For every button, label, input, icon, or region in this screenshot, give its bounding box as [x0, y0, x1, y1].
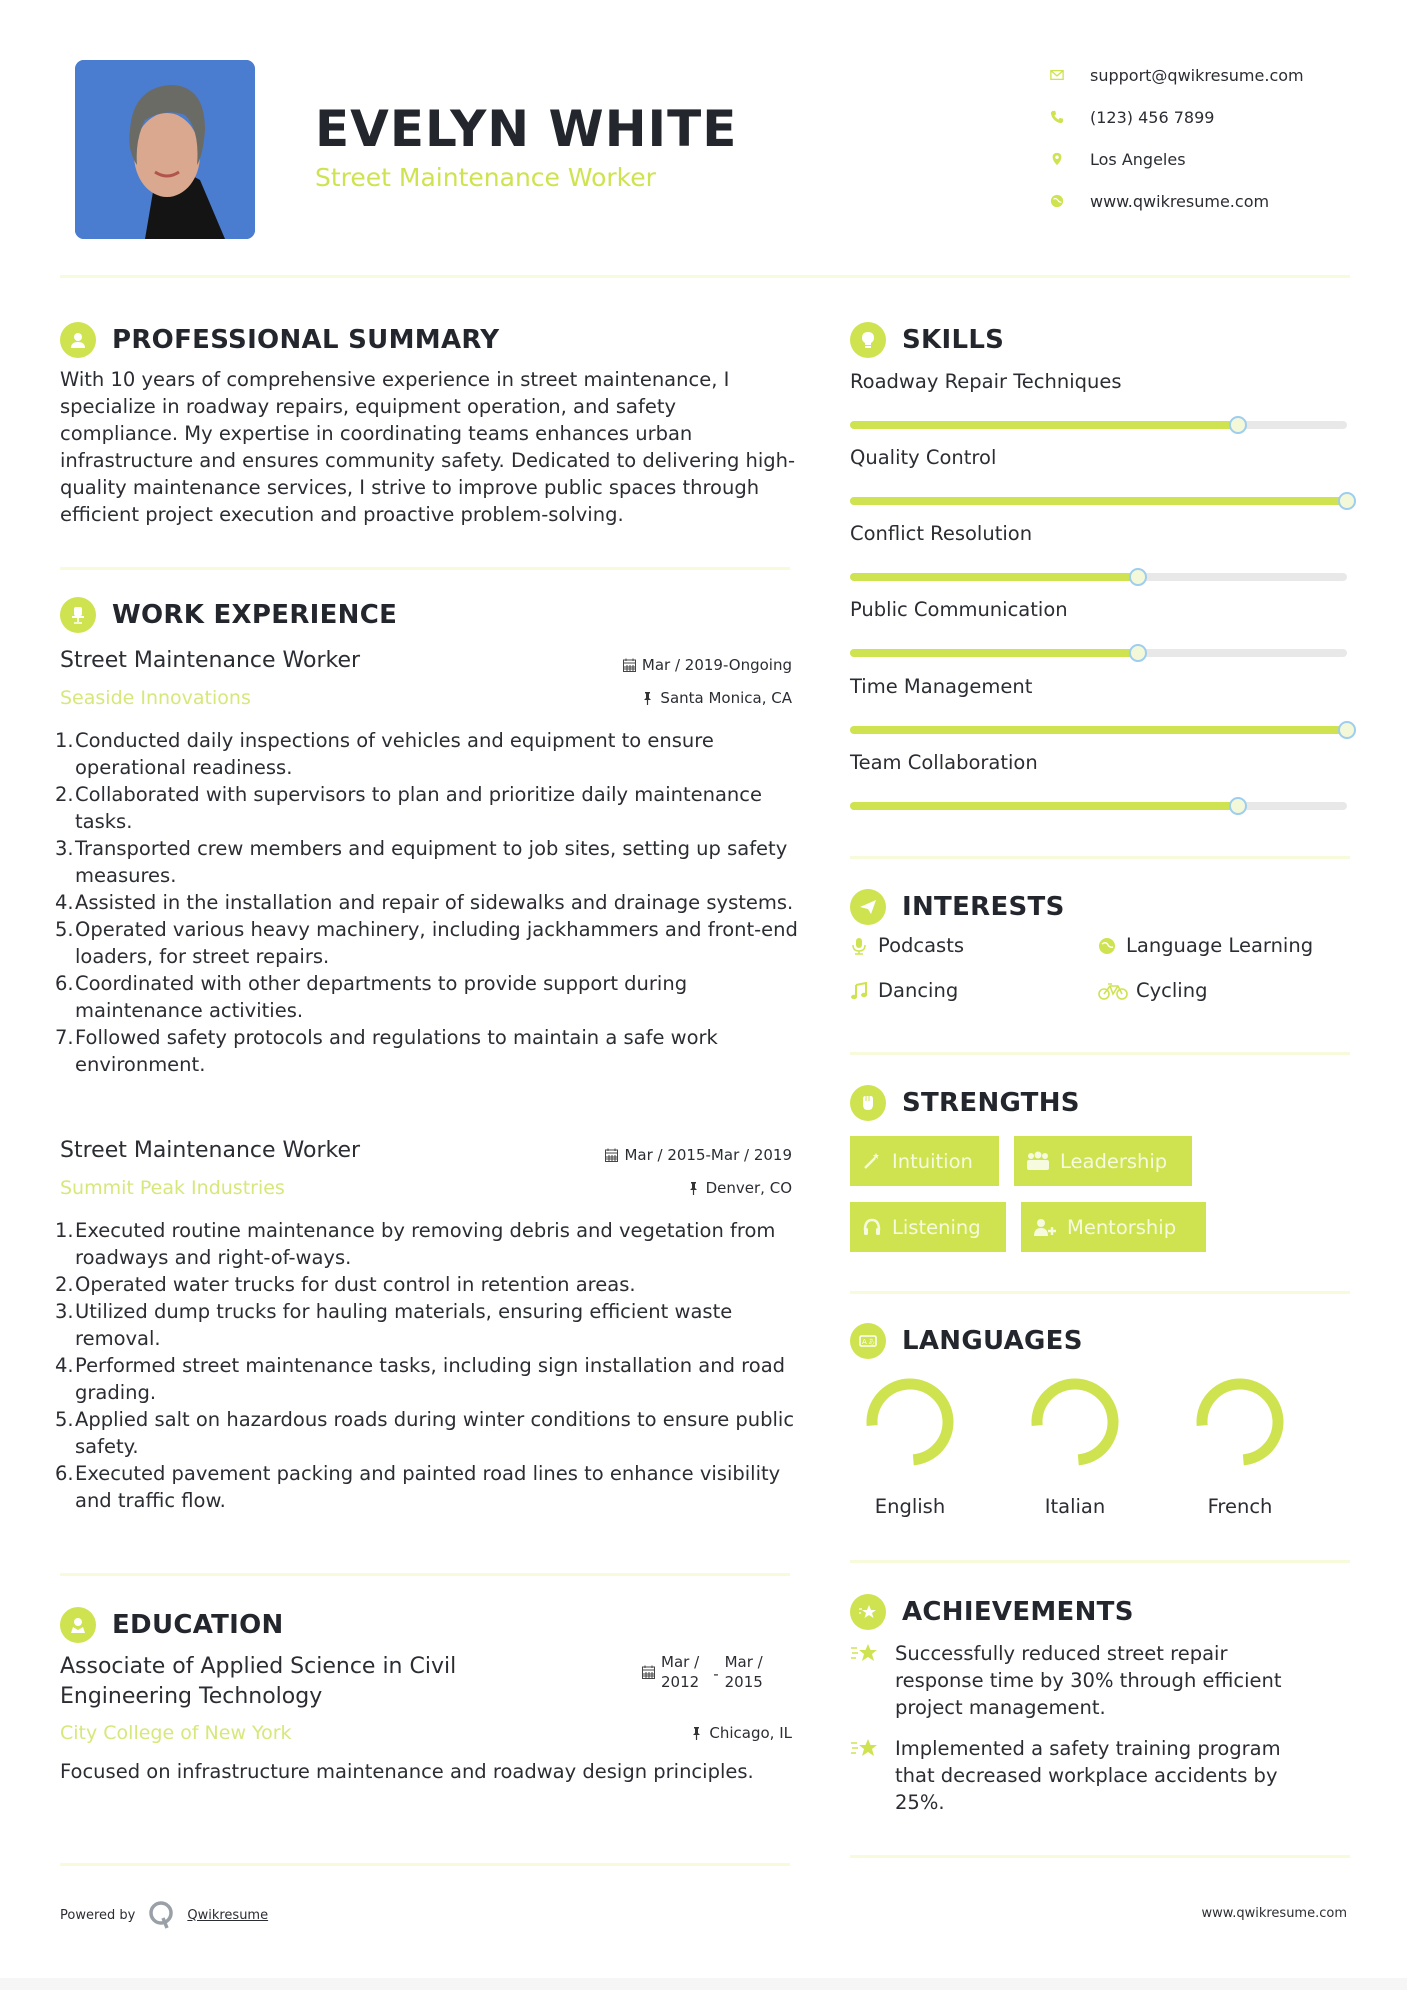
- qwikresume-link[interactable]: Qwikresume: [187, 1907, 269, 1923]
- section-experience-header: [60, 597, 397, 633]
- interest-item: Podcasts: [850, 934, 964, 957]
- education-start: Mar / 2012: [661, 1653, 700, 1691]
- section-strengths-header: [850, 1085, 1080, 1121]
- language-progress-ring: [1030, 1377, 1120, 1467]
- language-icon: [850, 1323, 886, 1359]
- portrait-image: [75, 60, 255, 239]
- section-education-header: [60, 1607, 284, 1643]
- contact-location: [1050, 138, 1380, 180]
- section-divider: [850, 856, 1350, 859]
- contact-website[interactable]: [1050, 180, 1380, 222]
- slider-handle[interactable]: [1129, 644, 1147, 662]
- skill-slider[interactable]: [850, 649, 1347, 657]
- section-divider: [60, 567, 790, 570]
- section-title: STRENGTHS: [902, 1088, 1080, 1118]
- slider-handle[interactable]: [1338, 492, 1356, 510]
- section-title: SKILLS: [902, 325, 1005, 355]
- slider-handle[interactable]: [1229, 416, 1247, 434]
- list-item: 4. Assisted in the installation and repair of sidewalks and drainage systems.: [55, 891, 794, 914]
- list-item: 4. Performed street maintenance tasks, including sign installation and road grading.: [55, 1354, 786, 1404]
- svg-text:A: A: [862, 1338, 867, 1346]
- header-divider: [60, 275, 1350, 278]
- group-icon: [1026, 1151, 1050, 1171]
- user-plus-icon: [1033, 1217, 1057, 1237]
- education-dates: Mar / 2012 - Mar / 2015: [642, 1652, 763, 1692]
- language-item: English: [855, 1377, 965, 1518]
- contact-phone-text: (123) 456 7899: [1090, 107, 1215, 127]
- interest-item: Cycling: [1098, 979, 1207, 1002]
- skill-slider[interactable]: [850, 573, 1347, 581]
- strength-chip: Mentorship: [1021, 1202, 1206, 1252]
- language-item: Italian: [1020, 1377, 1130, 1518]
- slider-handle[interactable]: [1229, 797, 1247, 815]
- language-progress-ring: [1195, 1377, 1285, 1467]
- skill-slider[interactable]: [850, 421, 1347, 429]
- contact-email-text: support@qwikresume.com: [1090, 65, 1304, 85]
- summary-text: With 10 years of comprehensive experience in street maintenance, I specialize in roadway repairs, equipment operation, and safety compliance. My expertise in coordinating teams enhances urban infrastructure and ensures community safety. Dedicated to delivering high-quality maintenance services, I strive to improve public spaces through efficient project execution and proactive problem-solving.: [60, 368, 796, 526]
- section-summary-header: [60, 322, 499, 358]
- list-item: 2. Operated water trucks for dust control in retention areas.: [55, 1273, 636, 1296]
- list-item: 1. Executed routine maintenance by removing debris and vegetation from roadways and right-of-ways.: [55, 1219, 776, 1269]
- magic-wand-icon: [862, 1151, 882, 1171]
- section-title: EDUCATION: [112, 1610, 284, 1640]
- section-divider: [850, 1052, 1350, 1055]
- footer-website-link[interactable]: www.qwikresume.com: [1201, 1906, 1347, 1921]
- candidate-name: EVELYN WHITE: [315, 100, 738, 158]
- skill-slider[interactable]: [850, 497, 1347, 505]
- contact-email[interactable]: [1050, 54, 1380, 96]
- job-bullets: [55, 727, 805, 1078]
- headphones-icon: [862, 1217, 882, 1237]
- candidate-title: Street Maintenance Worker: [315, 163, 656, 192]
- pushpin-icon: [687, 1181, 700, 1195]
- section-title: INTERESTS: [902, 892, 1065, 922]
- chair-icon: [60, 597, 96, 633]
- page-bottom-band: [0, 1978, 1407, 1990]
- section-divider: [60, 1863, 790, 1866]
- fist-icon: [850, 1085, 886, 1121]
- skill-item: Team Collaboration: [850, 751, 1350, 810]
- user-icon: [60, 322, 96, 358]
- job-bullets: [55, 1217, 805, 1514]
- qwikresume-logo-icon: [147, 1900, 175, 1930]
- skill-item: Quality Control: [850, 446, 1350, 505]
- job-company: Summit Peak Industries: [60, 1177, 285, 1199]
- bicycle-icon: [1098, 982, 1136, 1000]
- list-item: 6. Executed pavement packing and painted road lines to enhance visibility and traffic flow.: [55, 1462, 781, 1512]
- job-company: Seaside Innovations: [60, 687, 251, 709]
- section-divider: [850, 1560, 1350, 1563]
- calendar-icon: [623, 658, 636, 672]
- star-badge-icon: [850, 1594, 886, 1630]
- skill-item: Roadway Repair Techniques: [850, 370, 1350, 429]
- list-item: 6. Coordinated with other departments to provide support during maintenance activities.: [55, 972, 688, 1022]
- language-item: French: [1185, 1377, 1295, 1518]
- section-interests-header: [850, 889, 1065, 925]
- shooting-star-icon: [850, 1735, 895, 1816]
- job-dates: Mar / 2019-Ongoing: [623, 656, 792, 674]
- strength-chip: Listening: [850, 1202, 1006, 1252]
- section-divider: [850, 1855, 1350, 1858]
- powered-by: Powered by Qwikresume: [60, 1900, 268, 1930]
- list-item: 1. Conducted daily inspections of vehicles and equipment to ensure operational readiness.: [55, 729, 714, 779]
- svg-text:あ: あ: [868, 1338, 875, 1346]
- job-title: Street Maintenance Worker: [60, 1138, 361, 1163]
- job-dates: Mar / 2015-Mar / 2019: [605, 1146, 792, 1164]
- education-location: Chicago, IL: [690, 1724, 792, 1742]
- list-item: 5. Applied salt on hazardous roads during winter conditions to ensure public safety.: [55, 1408, 795, 1458]
- contact-phone[interactable]: [1050, 96, 1380, 138]
- job-location: Denver, CO: [687, 1179, 792, 1197]
- section-title: ACHIEVEMENTS: [902, 1597, 1134, 1627]
- music-note-icon: [850, 982, 878, 1000]
- section-divider: [850, 1291, 1350, 1294]
- pushpin-icon: [641, 691, 654, 705]
- lightbulb-icon: [850, 322, 886, 358]
- job-location: Santa Monica, CA: [641, 689, 792, 707]
- job-title: Street Maintenance Worker: [60, 648, 361, 673]
- phone-icon: [1050, 110, 1090, 124]
- section-title: PROFESSIONAL SUMMARY: [112, 325, 500, 355]
- section-achievements-header: [850, 1594, 1134, 1630]
- globe-icon: [1098, 937, 1126, 955]
- calendar-icon: [642, 1665, 655, 1679]
- section-title: LANGUAGES: [902, 1326, 1083, 1356]
- map-pin-icon: [1050, 152, 1090, 166]
- achievement-item: Successfully reduced street repair response time by 30% through efficient project management.: [850, 1640, 1315, 1721]
- profile-photo: [75, 60, 255, 239]
- skill-item: Time Management: [850, 675, 1350, 734]
- contact-website-text: www.qwikresume.com: [1090, 191, 1270, 211]
- list-item: 7. Followed safety protocols and regulations to maintain a safe work environment.: [55, 1026, 718, 1076]
- achievement-item: Implemented a safety training program that decreased workplace accidents by 25%.: [850, 1735, 1315, 1816]
- interest-item: Language Learning: [1098, 934, 1313, 957]
- education-description: Focused on infrastructure maintenance and roadway design principles.: [60, 1760, 754, 1783]
- degree-title: Associate of Applied Science in Civil Engineering Technology: [60, 1654, 457, 1709]
- microphone-icon: [850, 937, 878, 955]
- skill-slider[interactable]: [850, 726, 1347, 734]
- list-item: 5. Operated various heavy machinery, including jackhammers and front-end loaders, for street repairs.: [55, 918, 798, 968]
- contact-list: [1050, 54, 1380, 222]
- strength-chip: Intuition: [850, 1136, 999, 1186]
- skill-slider[interactable]: [850, 802, 1347, 810]
- envelope-icon: [1050, 68, 1090, 82]
- section-languages-header: [850, 1323, 1083, 1359]
- slider-handle[interactable]: [1129, 568, 1147, 586]
- section-title: WORK EXPERIENCE: [112, 600, 398, 630]
- school-name: City College of New York: [60, 1722, 292, 1744]
- skill-item: Conflict Resolution: [850, 522, 1350, 581]
- globe-icon: [1050, 194, 1090, 208]
- pushpin-icon: [690, 1726, 703, 1740]
- shooting-star-icon: [850, 1640, 895, 1721]
- calendar-icon: [605, 1148, 618, 1162]
- contact-location-text: Los Angeles: [1090, 149, 1186, 169]
- list-item: 3. Transported crew members and equipment to job sites, setting up safety measures.: [55, 837, 788, 887]
- section-divider: [60, 1573, 790, 1576]
- graduate-icon: [60, 1607, 96, 1643]
- section-skills-header: [850, 322, 1004, 358]
- language-progress-ring: [865, 1377, 955, 1467]
- skill-item: Public Communication: [850, 598, 1350, 657]
- list-item: 2. Collaborated with supervisors to plan and prioritize daily maintenance tasks.: [55, 783, 763, 833]
- interest-item: Dancing: [850, 979, 958, 1002]
- education-end: Mar / 2015: [724, 1653, 763, 1691]
- list-item: 3. Utilized dump trucks for hauling materials, ensuring efficient waste removal.: [55, 1300, 733, 1350]
- strength-chip: Leadership: [1014, 1136, 1192, 1186]
- slider-handle[interactable]: [1338, 721, 1356, 739]
- paper-plane-icon: [850, 889, 886, 925]
